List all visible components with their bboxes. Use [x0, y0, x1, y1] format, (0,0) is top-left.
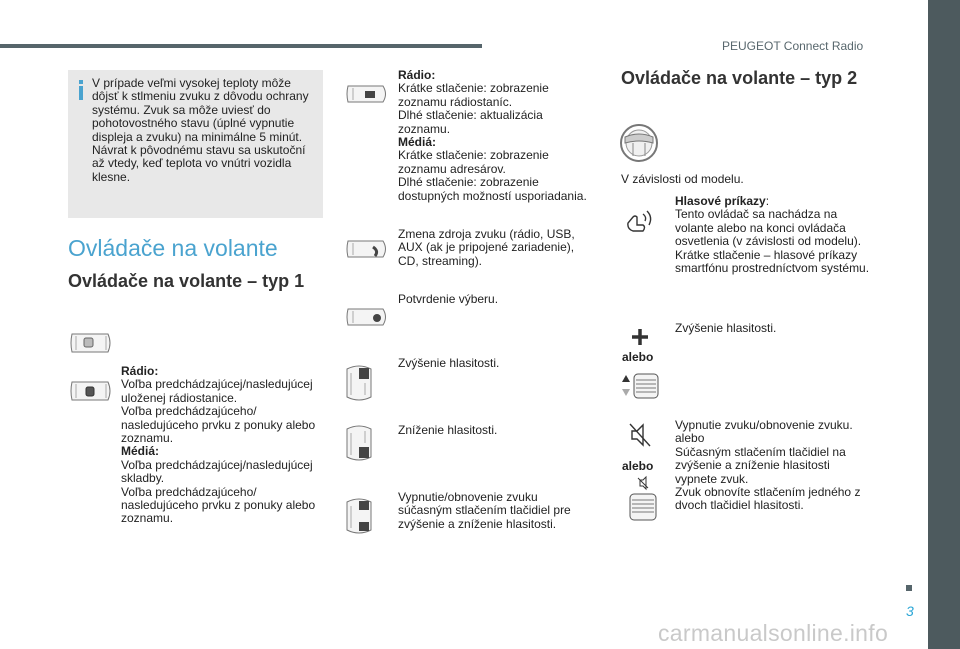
mute-rocker-icon [345, 498, 377, 534]
mute-text3: Súčasným stlačením tlačidiel na zvýšenie a zníženie hlasitosti vypnete zvuk. [675, 444, 846, 486]
type2-model-note: V závislosti od modelu. [621, 172, 744, 186]
radio-text2: Voľba predchádzajúceho/ nasledujúceho prvku z ponuky alebo zoznamu. [121, 404, 316, 446]
radio-text1: Voľba predchádzajúcej/nasledujúcej uloženej rádiostanice. [121, 377, 313, 405]
col2-radio-label: Rádio: [398, 68, 436, 82]
col2-media-text1: Krátke stlačenie: zobrazenie zoznamu adresárov. [398, 148, 549, 176]
voice-label: Hlasové príkazy [675, 194, 766, 208]
page-number: 3 [906, 603, 914, 619]
radio-label: Rádio: [121, 364, 159, 378]
info-icon [76, 80, 86, 100]
mute-text4: Zvuk obnovíte stlačením jedného z dvoch tlačidiel hlasitosti. [675, 485, 861, 513]
volume-down-rocker-icon [345, 425, 377, 461]
vol-up-text: Zvýšenie hlasitosti. [675, 321, 777, 335]
page-marker [906, 585, 912, 591]
mute-text2: alebo [675, 431, 705, 446]
mute-button-icon [626, 479, 660, 521]
media-text2: Voľba predchádzajúceho/ nasledujúceho prvku z ponuky alebo zoznamu. [121, 484, 316, 526]
steering-control-top-icon [68, 330, 114, 356]
header-title: PEUGEOT Connect Radio [722, 39, 864, 53]
header-rule [0, 44, 482, 48]
col2-source-text: Zmena zdroja zvuku (rádio, USB, AUX (ak je pripojené zariadenie), CD, streaming). [398, 227, 575, 268]
mute-text1: Vypnutie zvuku/obnovenie zvuku. [675, 418, 853, 432]
mute-speaker-icon [628, 422, 652, 448]
col2-volume-down-text: Zníženie hlasitosti. [398, 423, 498, 437]
col2-mute-text: Vypnutie/obnovenie zvuku súčasným stlačením tlačidiel pre zvýšenie a zníženie hlasitosti. [398, 490, 571, 531]
steering-source-button-icon [345, 237, 391, 261]
volume-up-button-icon [620, 373, 660, 399]
voice-command-icon [623, 209, 657, 235]
media-label: Médiá: [121, 444, 160, 459]
col2-list-block [398, 69, 593, 203]
voice-command-block: Hlasové príkazy: Tento ovládač sa nachádza na volante alebo na konci ovládača osvetlenia (v závislosti od modelu). Krátke stlačenie – hlasové príkazy smartfónu prostredníctvom systému. [675, 194, 870, 276]
media-text1: Voľba predchádzajúcej/nasledujúcej skladby. [121, 457, 313, 486]
type1-radio-block [121, 365, 321, 526]
alebo-label-2: alebo [622, 459, 654, 473]
steering-list-button-icon [345, 82, 391, 106]
plus-icon [631, 328, 649, 346]
type1-title: Ovládače na volante – typ 1 [68, 271, 305, 291]
col2-volume-up-text: Zvýšenie hlasitosti. [398, 356, 500, 370]
col2-radio-text1: Krátke stlačenie: zobrazenie zoznamu rádiostaníc. [398, 81, 549, 109]
steering-control-wheel-icon [68, 378, 114, 404]
col2-media-label: Médiá: [398, 135, 437, 150]
type2-title: Ovládače na volante – typ 2 [621, 68, 858, 88]
col2-radio-text2: Dlhé stlačenie: aktualizácia zoznamu. [398, 108, 543, 136]
watermark: carmanualsonline.info [658, 620, 889, 646]
voice-text: Tento ovládač sa nachádza na volante alebo na konci ovládača osvetlenia (v závislosti od modelu). Krátke stlačenie – hlasové príkazy smartfónu prostredníctvom systému. [675, 207, 870, 276]
steering-confirm-button-icon [345, 305, 391, 329]
col2-media-text2: Dlhé stlačenie: zobrazenie dostupných možností usporiadania. [398, 175, 587, 203]
section-title: Ovládače na volante [68, 235, 278, 261]
steering-wheel-icon [619, 123, 659, 163]
mute-block [675, 419, 870, 513]
alebo-label-1: alebo [622, 350, 654, 364]
note-text: V prípade veľmi vysokej teploty môže dôjsť k stlmeniu zvuku z dôvodu ochrany systému. Zvuk sa môže uviesť do pohotovostného stavu (úplné vypnutie displeja a zvuku) na minimálne 5 minút. Návrat k pôvodnému stavu sa uskutoční až vtedy, keď teplota vo vnútri vozidla klesne. [92, 76, 309, 184]
page-sidebar-strip [928, 0, 960, 649]
col2-confirm-text: Potvrdenie výberu. [398, 292, 499, 306]
volume-up-rocker-icon [345, 365, 377, 401]
